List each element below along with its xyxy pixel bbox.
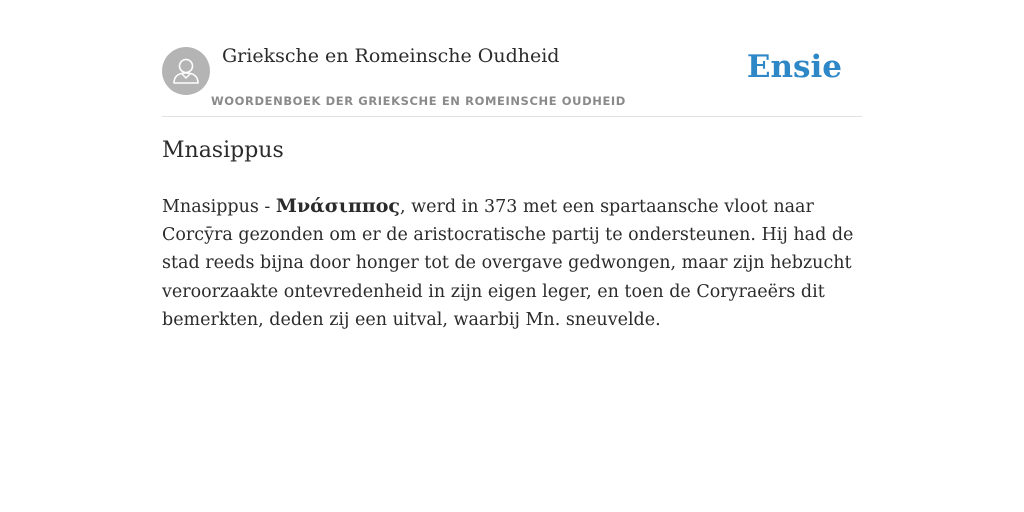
entry-title: Mnasippus <box>162 138 284 163</box>
brand-logo[interactable]: Ensie <box>746 49 842 85</box>
source-subtitle: WOORDENBOEK DER GRIEKSCHE EN ROMEINSCHE OUDHEID <box>211 94 626 108</box>
source-avatar[interactable] <box>162 47 210 95</box>
source-header <box>162 40 862 117</box>
entry-lead: Mnasippus - <box>162 197 276 217</box>
user-silhouette-icon <box>162 47 210 95</box>
entry-body <box>162 192 864 334</box>
entry-text: , werd in 373 met een spartaansche vloot naar Corcȳra gezonden om er de aristocratische partij te ondersteunen. Hij had de stad reeds bijna door honger tot de overgave gedwongen, maar zijn hebzucht veroorzaakte ontevredenheid in zijn eigen leger, en toen de Coryraeërs dit bemerkten, deden zij een uitval, waarbij Mn. sneuvelde. <box>162 197 854 330</box>
entry-greek-term: Μνάσιππος <box>275 195 400 217</box>
source-title-link[interactable]: Grieksche en Romeinsche Oudheid <box>222 45 560 67</box>
